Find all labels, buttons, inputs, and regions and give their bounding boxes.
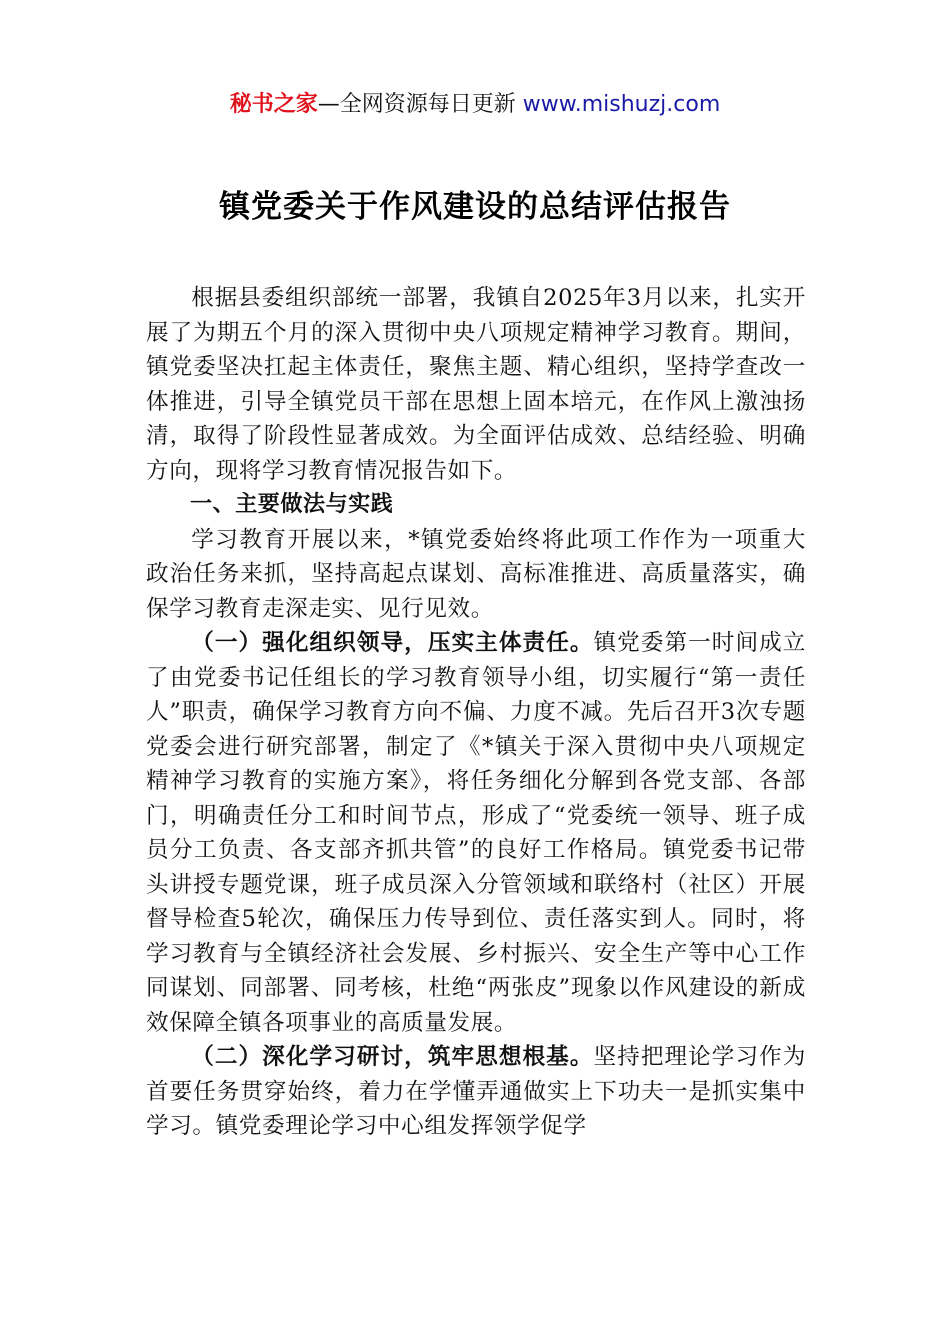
- brand-name: 秘书之家: [229, 92, 318, 117]
- item-text-1: 镇党委第一时间成立了由党委书记任组长的学习教育领导小组，切实履行“第一责任人”职责，确保学习教育方向不偏、力度不减。先后召开3次专题党委会进行研究部署，制定了《*镇关于深入贯彻中央八项规定精神学习教育的实施方案》，将任务细化分解到各党支部、各部门，明确责任分工和时间节点，形成了“党委统一领导、班子成员分工负责、各支部齐抓共管”的良好工作格局。镇党委书记带头讲授专题党课，班子成员深入分管领域和联络村（社区）开展督导检查5轮次，确保压力传导到位、责任落实到人。同时，将学习教育与全镇经济社会发展、乡村振兴、安全生产等中心工作同谋划、同部署、同考核，杜绝“两张皮”现象以作风建设的新成效保障全镇各项事业的高质量发展。: [146, 630, 806, 1036]
- item-text-2: 坚持把理论学习作为首要任务贯穿始终，着力在学懂弄通做实上下功夫一是抓实集中学习。镇党委理论学习中心组发挥领学促学: [146, 1044, 806, 1139]
- item-paragraph-2: [146, 1040, 806, 1144]
- site-url-link[interactable]: www.mishuzj.com: [522, 92, 721, 117]
- section-heading: 一、主要做法与实践: [190, 492, 394, 517]
- item-lead-1: （一）强化组织领导，压实主体责任。: [191, 630, 594, 656]
- header-tagline: —全网资源每日更新: [317, 92, 523, 117]
- intro-paragraph: 根据县委组织部统一部署，我镇自2025年3月以来，扎实开展了为期五个月的深入贯彻中央八项规定精神学习教育。期间，镇党委坚决扛起主体责任，聚焦主题、精心组织，坚持学查改一体推进，引导全镇党员干部在思想上固本培元，在作风上激浊扬清，取得了阶段性显著成效。为全面评估成效、总结经验、明确方向，现将学习教育情况报告如下。: [146, 285, 806, 484]
- document-title: 镇党委关于作风建设的总结评估报告: [219, 189, 731, 225]
- item-lead-2: （二）深化学习研讨，筑牢思想根基。: [191, 1044, 594, 1070]
- document-body: [146, 281, 806, 1144]
- item-paragraph-1: [146, 626, 806, 1040]
- site-header: [0, 90, 950, 120]
- section-intro-paragraph: 学习教育开展以来，*镇党委始终将此项工作作为一项重大政治任务来抓，坚持高起点谋划、高标准推进、高质量落实，确保学习教育走深走实、见行见效。: [146, 526, 806, 622]
